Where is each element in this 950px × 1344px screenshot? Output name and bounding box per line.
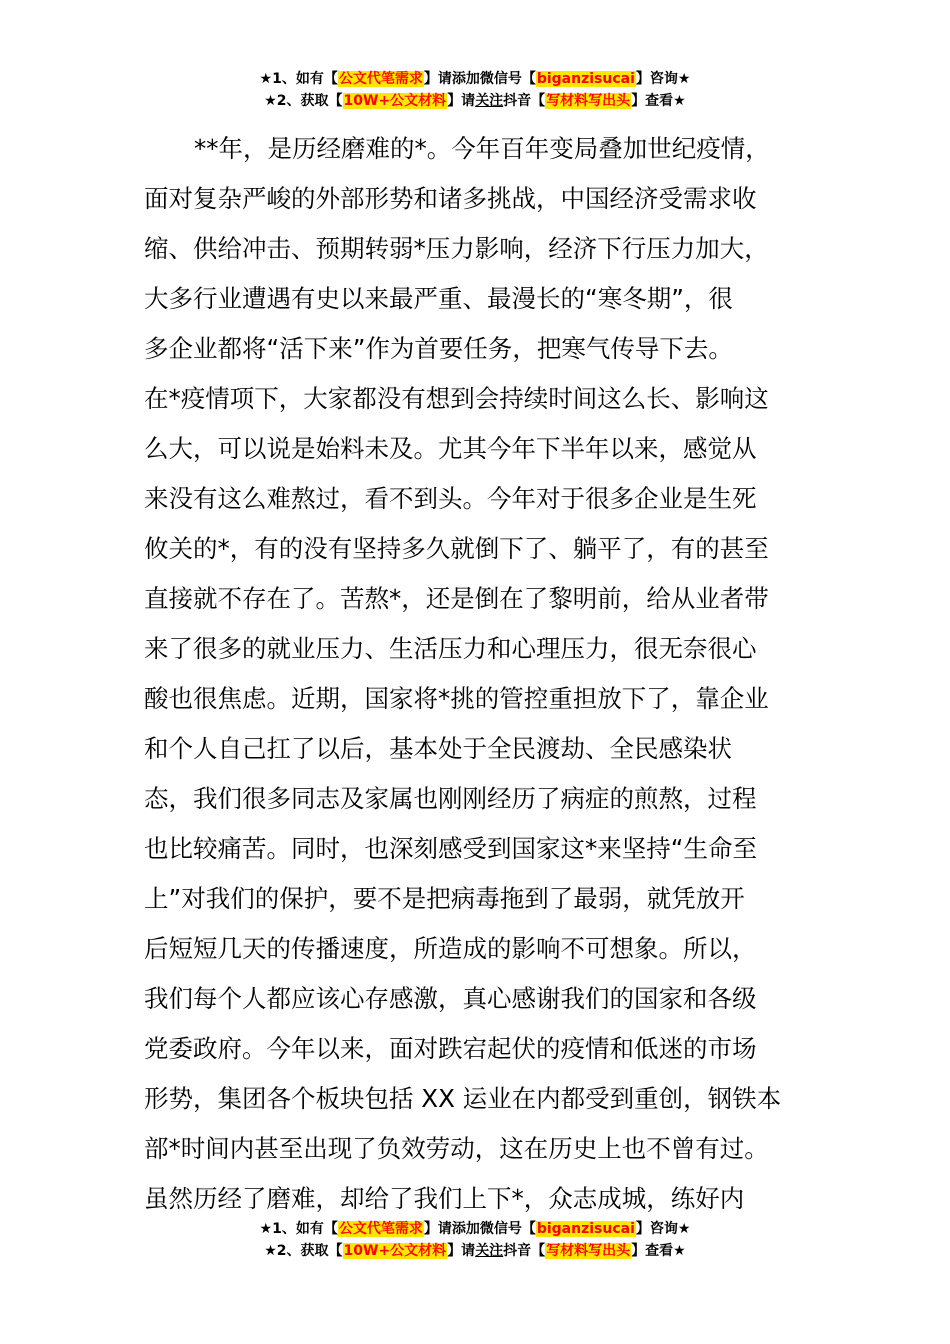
text-line: 虽然历经了磨难，却给了我们上下*，众志成城，练好内: [144, 1184, 745, 1213]
text-line: 党委政府。今年以来，面对跌宕起伏的疫情和低迷的市场: [144, 1034, 757, 1063]
text-line: 也比较痛苦。同时，也深刻感受到国家这*来坚持“生命至: [144, 834, 757, 863]
footer-banner: [0, 1218, 950, 1262]
highlight-materials: 10W+公文材料: [343, 1243, 447, 1259]
text-line: 直接就不存在了。苦熬*，还是倒在了黎明前，给从业者带: [144, 584, 769, 613]
banner-text: 】请: [447, 93, 476, 109]
text-line: 和个人自己扛了以后，基本处于全民渡劫、全民感染状: [144, 734, 732, 763]
banner-text: 微信号【: [479, 1221, 536, 1237]
banner-line-2: [0, 90, 950, 112]
highlight-wechat-id: biganzisucai: [536, 71, 635, 87]
banner-line-1: [0, 68, 950, 90]
banner-text: 】查看★: [631, 93, 686, 109]
banner-emphasis: 添加: [451, 1221, 480, 1237]
banner-emphasis: 关注: [475, 1243, 504, 1259]
banner-line-2: [0, 1240, 950, 1262]
text-line: 我们每个人都应该心存感激，真心感谢我们的国家和各级: [144, 984, 757, 1013]
text-line: 来没有这么难熬过，看不到头。今年对于很多企业是生死: [144, 484, 757, 513]
banner-text: ★1、如有【: [259, 71, 338, 87]
banner-text: 抖音【: [503, 1243, 546, 1259]
text-line: **年，是历经磨难的*。今年百年变局叠加世纪疫情，: [194, 134, 770, 163]
banner-text: ★1、如有【: [259, 1221, 338, 1237]
text-line: 形势，集团各个板块包括 XX 运业在内都受到重创，钢铁本: [144, 1084, 782, 1113]
banner-line-1: [0, 1218, 950, 1240]
highlight-douyin: 写材料写出头: [546, 1243, 631, 1259]
text-line: 上”对我们的保护，要不是把病毒拖到了最弱，就凭放开: [144, 884, 745, 913]
banner-text: 】请: [423, 71, 452, 87]
text-line: 缩、供给冲击、预期转弱*压力影响，经济下行压力加大，: [144, 234, 769, 263]
text-line: 面对复杂严峻的外部形势和诸多挑战，中国经济受需求收: [144, 184, 757, 213]
banner-text: 微信号【: [479, 71, 536, 87]
highlight-materials: 10W+公文材料: [343, 93, 447, 109]
banner-text: 】查看★: [631, 1243, 686, 1259]
banner-text: 】请: [447, 1243, 476, 1259]
text-line: 酸也很焦虑。近期，国家将*挑的管控重担放下了，靠企业: [144, 684, 769, 713]
text-line: 在*疫情项下，大家都没有想到会持续时间这么长、影响这: [144, 384, 769, 413]
banner-text: 】咨询★: [635, 71, 691, 87]
text-line: 后短短几天的传播速度，所造成的影响不可想象。所以，: [144, 934, 757, 963]
text-line: 攸关的*，有的没有坚持多久就倒下了、躺平了，有的甚至: [144, 534, 769, 563]
highlight-douyin: 写材料写出头: [546, 93, 631, 109]
banner-text: 】咨询★: [635, 1221, 691, 1237]
banner-emphasis: 关注: [475, 93, 504, 109]
text-line: 大多行业遭遇有史以来最严重、最漫长的“寒冬期”，很: [144, 284, 733, 313]
body-text: [144, 124, 806, 1224]
text-line: 态，我们很多同志及家属也刚刚经历了病症的煎熬，过程: [144, 784, 757, 813]
highlight-service: 公文代笔需求: [338, 71, 423, 87]
text-line: 么大，可以说是始料未及。尤其今年下半年以来，感觉从: [144, 434, 757, 463]
banner-emphasis: 添加: [451, 71, 480, 87]
text-line: 来了很多的就业压力、生活压力和心理压力，很无奈很心: [144, 634, 757, 663]
header-banner: [0, 68, 950, 112]
text-line: 部*时间内甚至出现了负效劳动，这在历史上也不曾有过。: [144, 1134, 769, 1163]
banner-text: 抖音【: [503, 93, 546, 109]
text-line: 多企业都将“活下来”作为首要任务，把寒气传导下去。: [144, 334, 733, 363]
banner-text: ★2、获取【: [264, 1243, 343, 1259]
highlight-wechat-id: biganzisucai: [536, 1221, 635, 1237]
banner-text: 】请: [423, 1221, 452, 1237]
banner-text: ★2、获取【: [264, 93, 343, 109]
highlight-service: 公文代笔需求: [338, 1221, 423, 1237]
